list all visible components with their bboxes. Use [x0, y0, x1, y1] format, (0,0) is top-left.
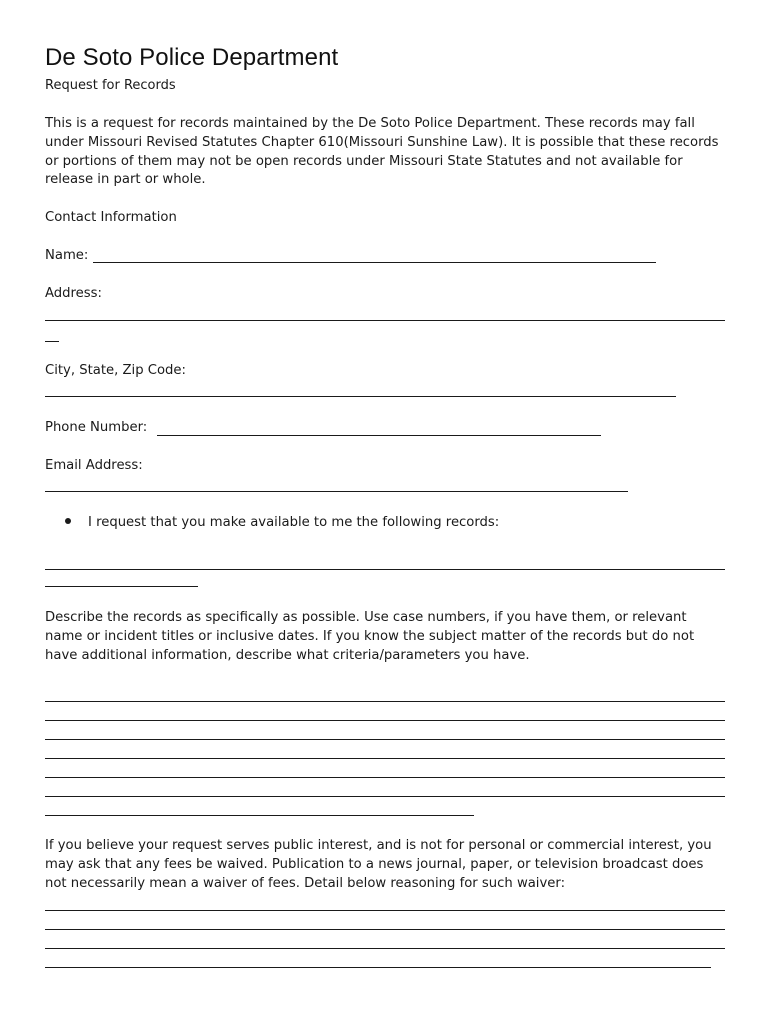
records-request-text: I request that you make available to me the following records:: [88, 515, 500, 530]
city-state-zip-label: City, State, Zip Code:: [45, 363, 186, 378]
phone-field[interactable]: [157, 435, 601, 436]
waiver-line-3[interactable]: [45, 948, 725, 949]
address-field-line-1[interactable]: [45, 320, 725, 321]
contact-heading: Contact Information: [45, 210, 177, 225]
waiver-line-1[interactable]: [45, 910, 725, 911]
description-line-7[interactable]: [45, 815, 474, 816]
description-line-4[interactable]: [45, 758, 725, 759]
address-label: Address:: [45, 286, 102, 301]
page-title: De Soto Police Department: [45, 44, 339, 71]
records-field-line-2[interactable]: [45, 586, 198, 587]
description-line-3[interactable]: [45, 739, 725, 740]
waiver-line-2[interactable]: [45, 929, 725, 930]
description-line-1[interactable]: [45, 701, 725, 702]
intro-paragraph: This is a request for records maintained by the De Soto Police Department. These records may fall under Missouri Revised Statutes Chapter 610(Missouri Sunshine Law). It is possible that these records or portions of them may not be open records under Missouri State Statutes and not available for release in part or whole.: [45, 116, 719, 188]
email-field[interactable]: [45, 491, 628, 492]
describe-instructions: Describe the records as specifically as possible. Use case numbers, if you have them, or relevant name or incident titles or inclusive dates. If you know the subject matter of the records but do not have additional information, describe what criteria/parameters you have.: [45, 610, 695, 663]
name-label: Name:: [45, 248, 89, 263]
city-state-zip-field[interactable]: [45, 396, 676, 397]
records-request-item: [65, 515, 499, 530]
waiver-line-4[interactable]: [45, 967, 711, 968]
bullet-icon: [65, 518, 71, 524]
description-line-2[interactable]: [45, 720, 725, 721]
description-line-6[interactable]: [45, 796, 725, 797]
form-subtitle: Request for Records: [45, 78, 176, 93]
records-field-line-1[interactable]: [45, 569, 725, 570]
name-field[interactable]: [93, 262, 656, 263]
address-field-line-2[interactable]: [45, 341, 59, 342]
email-label: Email Address:: [45, 458, 143, 473]
description-line-5[interactable]: [45, 777, 725, 778]
phone-label: Phone Number:: [45, 420, 148, 435]
fee-waiver-paragraph: If you believe your request serves public interest, and is not for personal or commercial interest, you may ask that any fees be waived. Publication to a news journal, paper, or television broadcast does not necessarily mean a waiver of fees. Detail below reasoning for such waiver:: [45, 838, 712, 891]
